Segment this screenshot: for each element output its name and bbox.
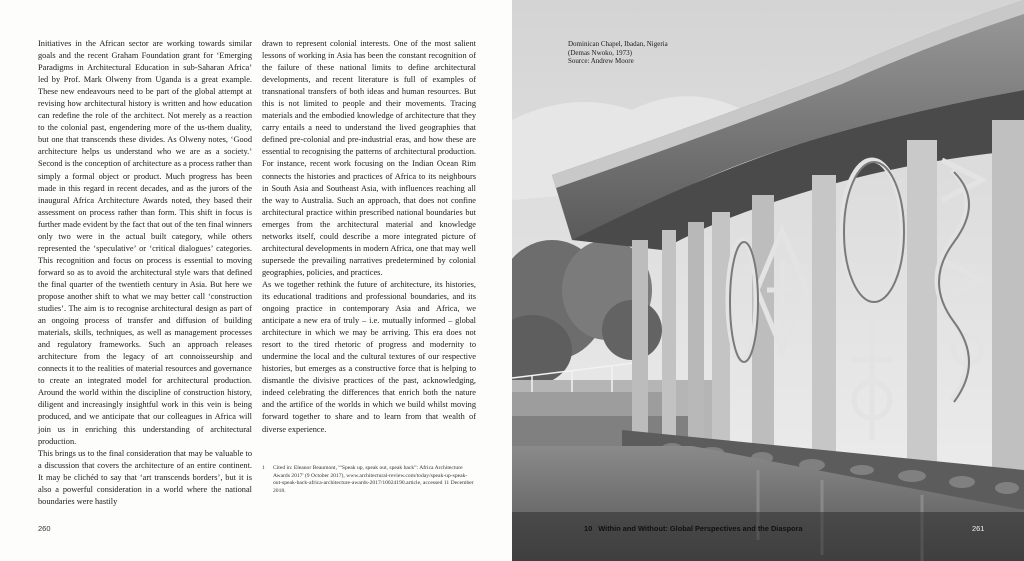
photo-shadow-band — [512, 512, 1024, 561]
footnote-number: 1 — [262, 465, 265, 471]
page-number-left: 260 — [38, 524, 51, 533]
text-column-1 — [38, 38, 252, 508]
body-paragraph: This brings us to the final consideration that may be valuable to a discussion that covers the architecture of an entire continent. It may be clichéd to say that ‘art transcends borders’, but it is also a powerful consideration in a world where the national boundaries were hastily — [38, 448, 252, 506]
running-head — [584, 524, 803, 533]
footnote — [262, 465, 476, 495]
body-paragraph: As we together rethink the future of architecture, its histories, its educational traditions and professional boundaries, and its ongoing practice in contemporary Asia and Africa, we anticipate a new era of truly – i.e. mutually informed – global architecture in which we may be arriving. This era does not resort to the tired rhetoric of progress and modernity to undermine the local and the cultural textures of our respective histories, but emerges as a constructive force that is helping to dismantle the divisive practices of the past, acknowledging, indeed celebrating the differences that enrich both the nature and the artifice of the worlds in which we build whilst moving forward together to share and to learn from that wealth of diverse experience. — [262, 279, 476, 434]
column — [688, 222, 704, 450]
body-paragraph: drawn to represent colonial interests. One of the most salient lessons of working in Asia has been the constant recognition of the failure of these national limits to define architectural developments, and recent literature is full of examples of transnational transfers of both ideas and human resources. But this is not limited to people and their movements. Tracing materials and the embodied knowledge of architecture that they carry entails a need to understand the lived geographies that defined pre-colonial and pre-industrial eras, and how these are essential to recognising the patterns of architectural production. For instance, recent work focusing on the Indian Ocean Rim connects the histories and practices of Africa to its neighbours in South Asia and Southeast Asia, with influences reaching all the way to Australia. Such an approach, that does not confine architectural practice within prescribed national boundaries but emerges from the architectural material and knowledge networks itself, could describe a more integrated picture of architectural developments in modern Africa, one that may well supersede the prevailing narratives predetermined by colonial geographies, policies, and practices. — [262, 39, 476, 277]
column — [632, 240, 648, 440]
right-page — [512, 0, 1024, 561]
footnote-text: Cited in: Eleanor Beaumont, '“Speak up, speak out, speak back”: Africa Architecture Awards 2017' (9 October 2017), www.architectural-review.com/today/speak-up-speak-out-speak-back-africa-architecture-awards-2017/10024190.article, accessed 11 December 2018. — [273, 465, 474, 494]
chapter-title: Within and Without: Global Perspectives and the Diaspora — [598, 524, 803, 533]
caption-title: Dominican Chapel, Ibadan, Nigeria — [568, 40, 668, 48]
caption-source: Source: Andrew Moore — [568, 57, 634, 66]
column — [712, 212, 730, 452]
column — [992, 120, 1024, 490]
body-paragraph: Initiatives in the African sector are working towards similar goals and the recent Graham Foundation grant for ‘Emerging Paradigms in Architectural Education in sub-Saharan Africa’ led by Prof. Mark Olweny from Uganda is a great example. These new endeavours need to be part of the global attempt at revising how architectural history is written and how education can redefine the role of the architect. Not merely as a reaction to the colonial past, engendering more of the us-them duality, but one that transcends these divides. As Olweny notes, ‘Good architecture helps us understand who we are as a society.’ Second is the conception of architecture as a process rather than simply a formal object or product. Much progress has been made in this regard in recent decades, and as the jurors of the inaugural Africa Architecture Awards noted, they based their assessment on process rather than form. This shift in focus is further made evident by the fact that out of the ten final winners only two were in the actual built category, while others represented the ‘speculative’ or ‘critical dialogues’ categories. This recognition and focus on process is essential to moving forward so as to avoid the architectural style wars that defined the final quarter of the twentieth century in Asia. But here we propose another shift to what we may better call ‘construction studies’. The aim is to recognise architectural design as part of an ongoing process of transfer and diffusion of building materials, skills, techniques, as well as management processes and regulatory frameworks. Such an approach releases architecture from the legacy of art connoisseurship and connects it to the realities of material resources and governance to create an integrated model for architectural production. Around the world within the discipline of construction history, diligent and increasingly insightful work in this vein is being produced, and we anticipate that our colleagues in Africa will join us in enriching this understanding of architectural production. — [38, 39, 252, 446]
caption-architect: (Demas Nwoko, 1973) — [568, 48, 632, 57]
page-number-right: 261 — [972, 524, 985, 533]
column — [907, 140, 937, 480]
text-column-2 — [262, 38, 476, 436]
chapter-number: 10 — [584, 524, 593, 533]
column — [662, 230, 676, 445]
photo-caption — [568, 40, 728, 66]
column — [812, 175, 836, 475]
chapel-photograph — [512, 0, 1024, 561]
